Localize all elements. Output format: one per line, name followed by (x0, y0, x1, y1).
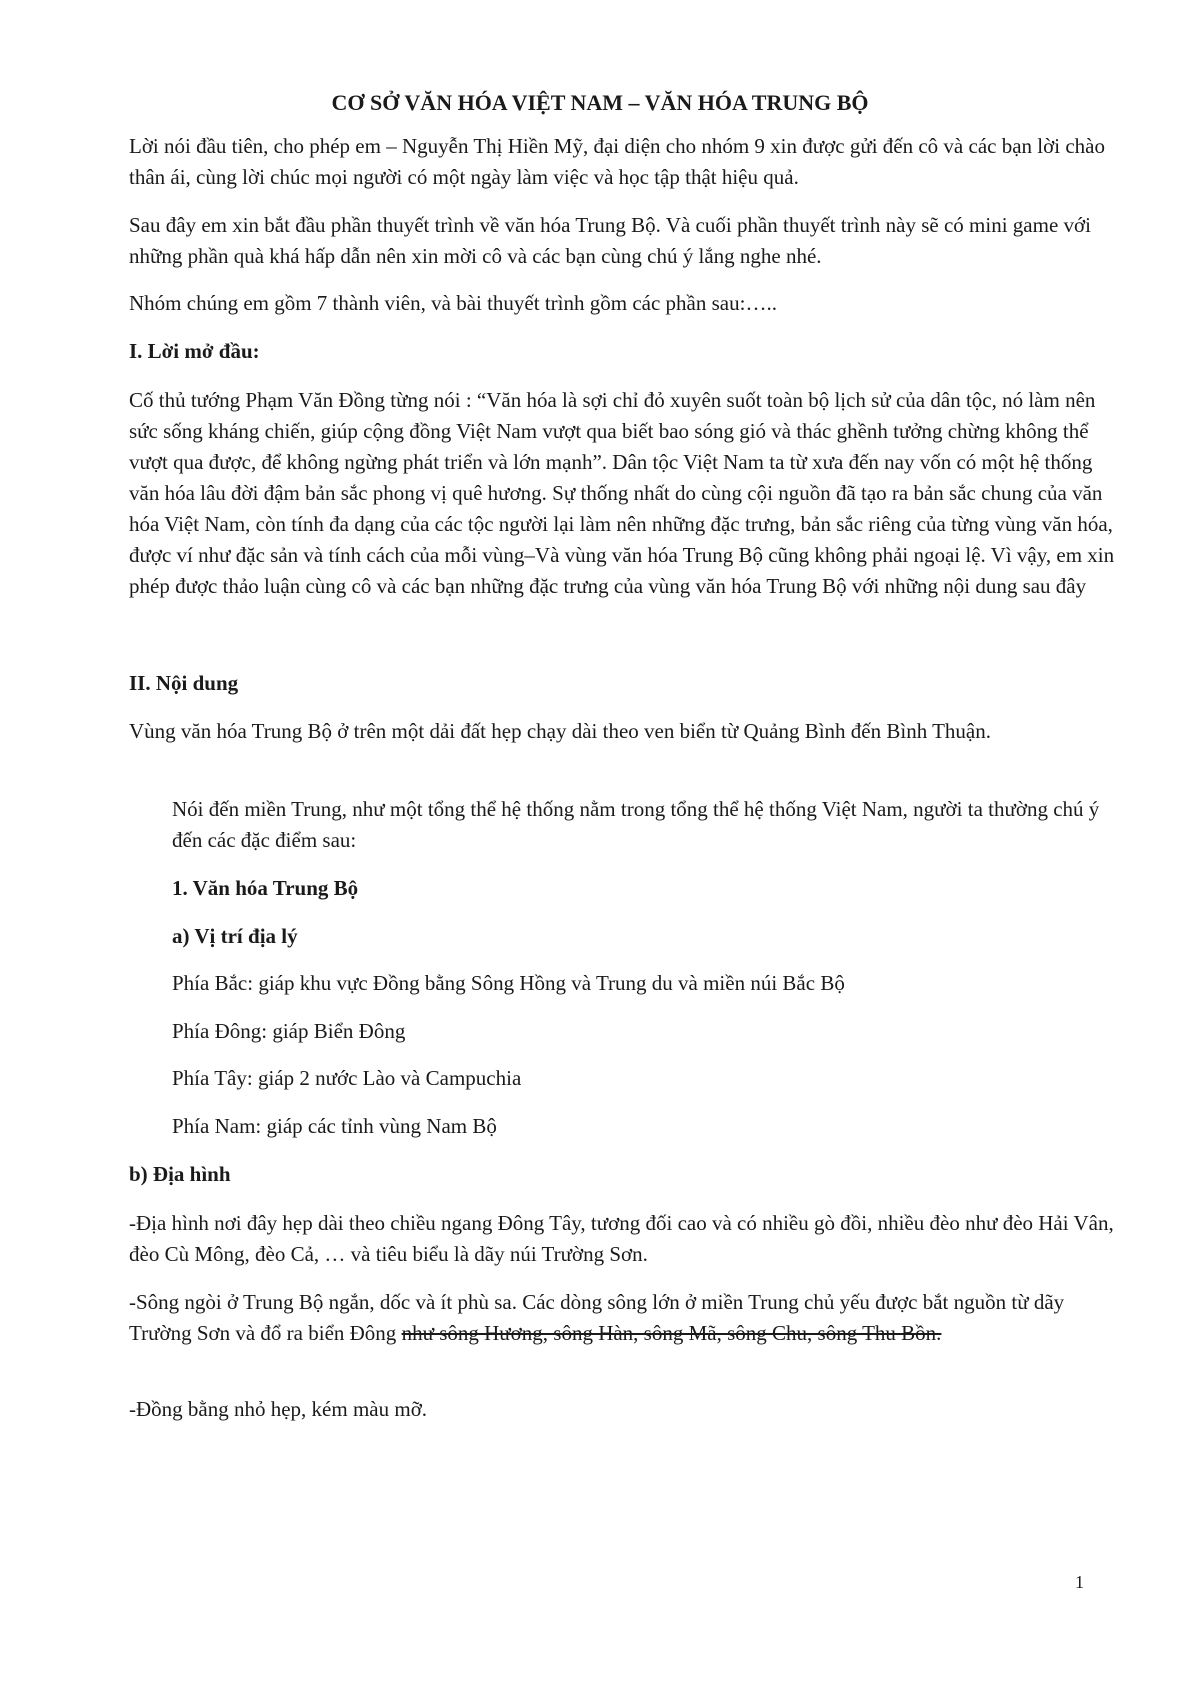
terrain-paragraph-2-struck: như sông Hương, sông Hàn, sông Mã, sông Chu, sông Thu Bồn. (401, 1321, 942, 1345)
geo-east: Phía Đông: giáp Biển Đông (172, 1019, 406, 1043)
section-2-paragraph-1: Vùng văn hóa Trung Bộ ở trên một dải đất hẹp chạy dài theo ven biển từ Quảng Bình đến Bình Thuận. (129, 719, 991, 743)
geo-west: Phía Tây: giáp 2 nước Lào và Campuchia (172, 1066, 522, 1090)
section-1-text: Cố thủ tướng Phạm Văn Đồng từng nói : “Văn hóa là sợi chỉ đỏ xuyên suốt toàn bộ lịch sử của dân tộc, nó làm nên sức sống kháng chiến, giúp cộng đồng Việt Nam vượt qua biết bao sóng gió và thác ghềnh tưởng chừng không thể vượt qua được, để không ngừng phát triển và lớn mạnh”. Dân tộc Việt Nam ta từ xưa đến nay vốn có một hệ thống văn hóa lâu đời đậm bản sắc phong vị quê hương. Sự thống nhất do cùng cội nguồn đã tạo ra bản sắc chung của văn hóa Việt Nam, còn tính đa dạng của các tộc người lại làm nên những đặc trưng, bản sắc riêng của từng vùng văn hóa, được ví như đặc sản và tính cách của mỗi vùng–Và vùng văn hóa Trung Bộ cũng không phải ngoại lệ. Vì vậy, em xin phép được thảo luận cùng cô và các bạn những đặc trưng của vùng văn hóa Trung Bộ với những nội dung sau đây (129, 388, 1115, 598)
page-number: 1 (1075, 1572, 1084, 1592)
terrain-paragraph-2-main: -Sông ngòi ở Trung Bộ ngắn, dốc và ít phù sa. Các dòng sông lớn ở miền Trung chủ yếu được bắt nguồn từ dãy Trường Sơn và đổ ra biển Đông (129, 1290, 1065, 1345)
geo-north: Phía Bắc: giáp khu vực Đồng bằng Sông Hồng và Trung du và miền núi Bắc Bộ (172, 971, 845, 995)
intro-paragraph-3: Nhóm chúng em gồm 7 thành viên, và bài thuyết trình gồm các phần sau:….. (129, 291, 777, 315)
section-2-paragraph-2: Nói đến miền Trung, như một tổng thể hệ thống nằm trong tổng thể hệ thống Việt Nam, người ta thường chú ý đến các đặc điểm sau: (172, 797, 1100, 852)
geo-south: Phía Nam: giáp các tỉnh vùng Nam Bộ (172, 1114, 497, 1138)
document-title: CƠ SỞ VĂN HÓA VIỆT NAM – VĂN HÓA TRUNG BỘ (331, 90, 869, 115)
subsection-heading-terrain: b) Địa hình (129, 1162, 231, 1186)
terrain-paragraph-1: -Địa hình nơi đây hẹp dài theo chiều ngang Đông Tây, tương đối cao và có nhiều gò đồi, nhiều đèo như đèo Hải Vân, đèo Cù Mông, đèo Cả, … và tiêu biểu là dãy núi Trường Sơn. (129, 1211, 1114, 1266)
section-heading-content: II. Nội dung (129, 671, 239, 695)
terrain-paragraph-3: -Đồng bằng nhỏ hẹp, kém màu mỡ. (129, 1397, 428, 1421)
section-heading-introduction: I. Lời mở đầu: (129, 339, 260, 363)
subsection-heading-location: a) Vị trí địa lý (172, 924, 298, 948)
subsection-heading-culture: 1. Văn hóa Trung Bộ (172, 876, 359, 900)
terrain-paragraph-2 (129, 1287, 1119, 1349)
intro-paragraph-2: Sau đây em xin bắt đầu phần thuyết trình về văn hóa Trung Bộ. Và cuối phần thuyết trình này sẽ có mini game với những phần quà khá hấp dẫn nên xin mời cô và các bạn cùng chú ý lắng nghe nhé. (129, 213, 1091, 268)
intro-paragraph-1: Lời nói đầu tiên, cho phép em – Nguyễn Thị Hiền Mỹ, đại diện cho nhóm 9 xin được gửi đến cô và các bạn lời chào thân ái, cùng lời chúc mọi người có một ngày làm việc và học tập thật hiệu quả. (129, 134, 1105, 189)
